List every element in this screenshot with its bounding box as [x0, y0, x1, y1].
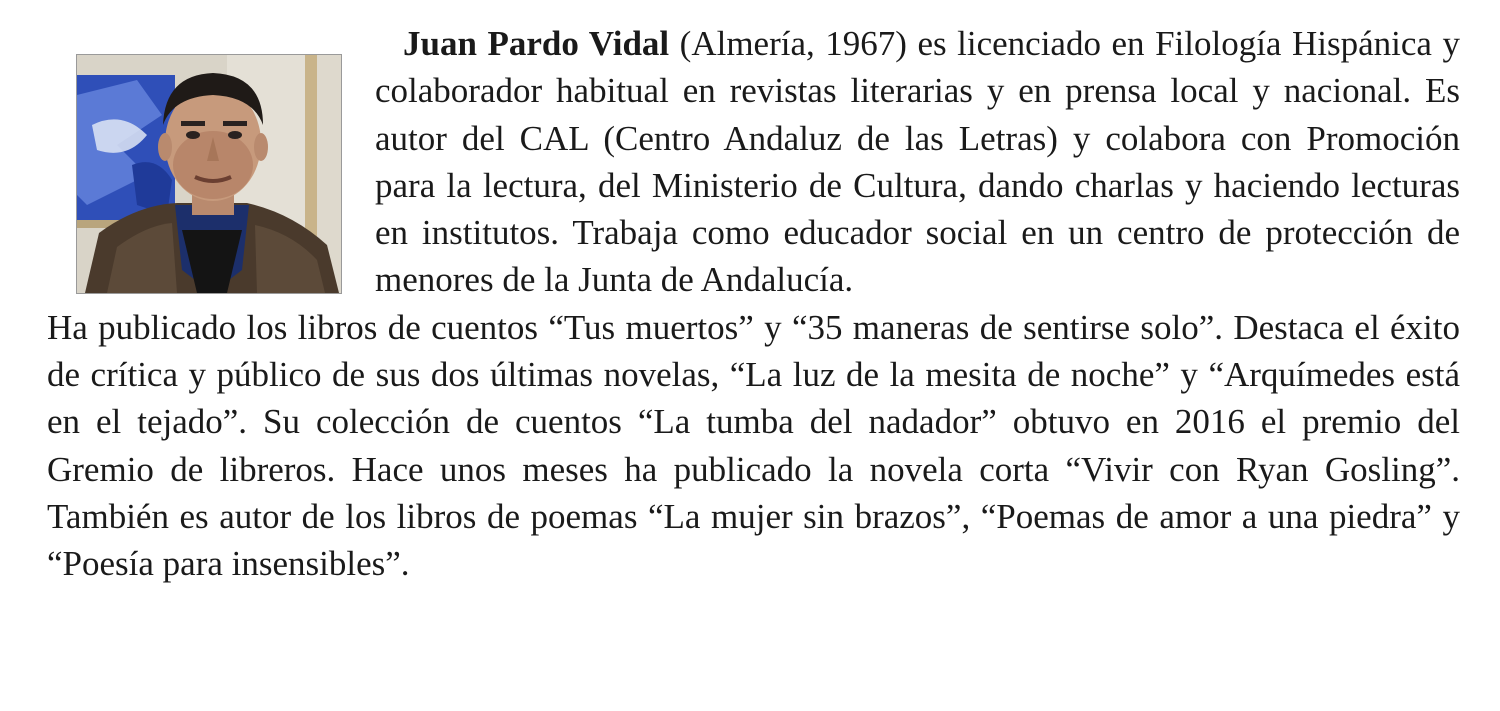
author-portrait-photo — [76, 54, 342, 294]
bio-intro-paragraph — [375, 20, 1460, 304]
photo-container — [47, 20, 375, 294]
bio-works-paragraph: Ha publicado los libros de cuentos “Tus muertos” y “35 maneras de sentirse solo”. Destaca el éxito de crítica y público de sus dos últimas novelas, “La luz de la mesita de noche” y “Arquímedes está en el tejado”. Su colección de cuentos “La tumba del nadador” obtuvo en 2016 el premio del Gremio de libreros. Hace unos meses ha publicado la novela corta “Vivir con Ryan Gosling”. También es autor de los libros de poemas “La mujer sin brazos”, “Poemas de amor a una piedra” y “Poesía para insensibles”. — [47, 307, 1460, 584]
author-bio — [47, 20, 1460, 588]
bio-intro-text: (Almería, 1967) es licenciado en Filología Hispánica y colaborador habitual en revistas literarias y en prensa local y nacional. Es autor del CAL (Centro Andaluz de las Letras) y colabora con Promoción para la lectura, del Ministerio de Cultura, dando charlas y haciendo lecturas en institutos. Trabaja como educador social en un centro de protección de menores de la Junta de Andalucía. — [375, 24, 1460, 300]
bio-header-block — [47, 20, 1460, 304]
author-name: Juan Pardo Vidal — [403, 24, 670, 63]
